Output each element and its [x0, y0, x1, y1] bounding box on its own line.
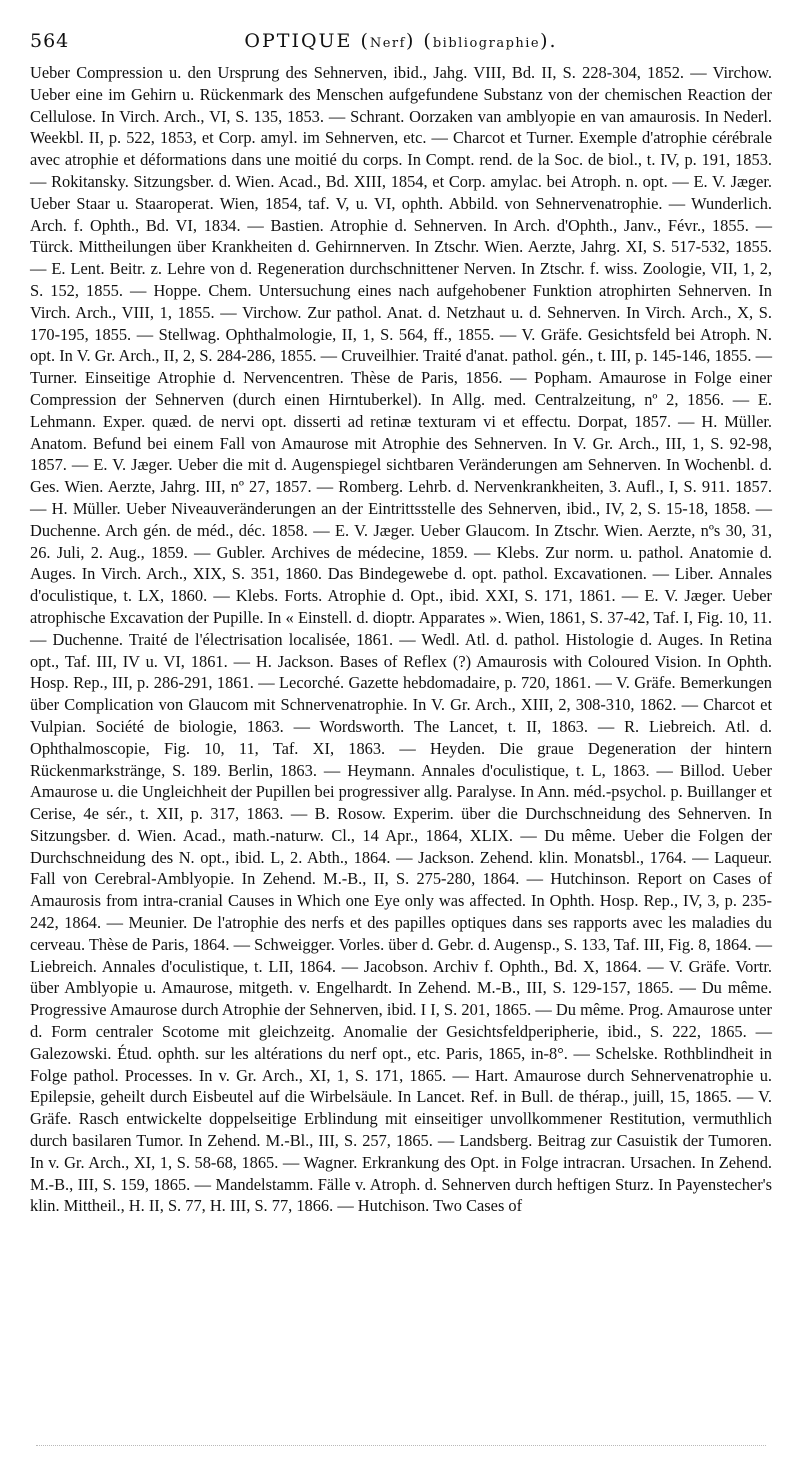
footer-rule — [36, 1445, 766, 1446]
bibliography-body — [30, 62, 772, 1217]
bibliography-paragraph: Ueber Compression u. den Ursprung des Sehnerven, ibid., Jahg. VIII, Bd. II, S. 228-304, 1852. — Virchow. Ueber eine im Gehirn u. Rückenmark des Menschen aufgefundene Substanz von der chemischen Reaction der Cellulose. In Virch. Arch., VI, S. 135, 1853. — Schrant. Oorzaken van amblyopie en van amaurosis. In Nederl. Weekbl. II, p. 522, 1853, et Corp. amyl. im Sehnerven, etc. — Charcot et Turner. Exemple d'atrophie cérébrale avec atrophie et déformations dans une moitié du corps. In Compt. rend. de la Soc. de biol., t. IV, p. 191, 1853. — Rokitansky. Sitzungsber. d. Wien. Acad., Bd. XIII, 1854, et Corp. amylac. bei Atroph. n. opt. — E. V. Jæger. Ueber Staar u. Staaroperat. Wien, 1854, taf. V, u. VI, ophth. Abbild. von Sehnervenatrophie. — Wunderlich. Arch. f. Ophth., Bd. VI, 1834. — Bastien. Atrophie d. Sehnerven. In Arch. d'Ophth., Janv., Févr., 1855. — Türck. Mittheilungen über Krankheiten d. Gehirnnerven. In Ztschr. Wien. Aerzte, Jahrg. XI, S. 517-532, 1855. — E. Lent. Beitr. z. Lehre von d. Regeneration durchschnittener Nerven. In Ztschr. f. wiss. Zoologie, VII, 1, 2, S. 152, 1855. — Hoppe. Chem. Untersuchung eines nach aufgehobener Funktion atrophirten Sehnerven. In Virch. Arch., VIII, 1, 1855. — Virchow. Zur pathol. Anat. d. Netzhaut u. d. Sehnerven. In Virch. Arch., X, S. 170-195, 1855. — Stellwag. Ophthalmologie, II, 1, S. 564, ff., 1855. — V. Gräfe. Gesichtsfeld bei Atroph. N. opt. In V. Gr. Arch., II, 2, S. 284-286, 1855. — Cruveilhier. Traité d'anat. pathol. gén., t. III, p. 145-146, 1855. — Turner. Einseitige Atrophie d. Nervencentren. Thèse de Paris, 1856. — Popham. Amaurose in Folge einer Compression der Sehnerven (durch einen Hirntuberkel). In Allg. med. Centralzeitung, nº 2, 1856. — E. Lehmann. Exper. quæd. de nervi opt. disserti ad retinæ texturam vi et effectu. Dorpat, 1857. — H. Müller. Anatom. Befund bei einem Fall von Amaurose mit Atrophie des Sehnerven. In V. Gr. Arch., III, 1, S. 92-98, 1857. — E. V. Jæger. Ueber die mit d. Augenspiegel sichtbaren Veränderungen am Sehnerven. In Wochenbl. d. Ges. Wien. Aerzte, Jahrg. III, nº 27, 1857. — Romberg. Lehrb. d. Nervenkrankheiten, 3. Aufl., I, S. 911. 1857. — H. Müller. Ueber Niveauveränderungen an der Eintrittsstelle des Sehnerven, ibid., IV, 2, S. 15-18, 1858. — Duchenne. Arch gén. de méd., déc. 1858. — E. V. Jæger. Ueber Glaucom. In Ztschr. Wien. Aerzte, nºs 30, 31, 26. Juli, 2. Aug., 1859. — Gubler. Archives de médecine, 1859. — Klebs. Zur norm. u. pathol. Anatomie d. Auges. In Virch. Arch., XIX, S. 351, 1860. Das Bindegewebe d. opt. pathol. Excavationen. — Liber. Annales d'oculistique, t. LX, 1860. — Klebs. Forts. Atrophie d. Opt., ibid. XXI, S. 171, 1861. — E. V. Jæger. Ueber atrophische Excavation der Pupille. In « Einstell. d. dioptr. Apparates ». Wien, 1861, S. 37-42, Taf. I, Fig. 10, 11. — Duchenne. Traité de l'électrisation localisée, 1861. — Wedl. Atl. d. pathol. Histologie d. Auges. In Retina opt., Taf. III, IV u. VI, 1861. — H. Jackson. Bases of Reflex (?) Amaurosis with Coloured Vision. In Ophth. Hosp. Rep., III, p. 286-291, 1861. — Lecorché. Gazette hebdomadaire, p. 720, 1861. — V. Gräfe. Bemerkungen über Complication von Glaucom mit Schnervenatrophie. In V. Gr. Arch., XIII, 2, 308-310, 1862. — Charcot et Vulpian. Société de biologie, 1863. — Wordsworth. The Lancet, t. II, 1863. — R. Liebreich. Atl. d. Ophthalmoscopie, Fig. 10, 11, Taf. XI, 1863. — Heyden. Die graue Degeneration der hintern Rückenmarkstränge, S. 189. Berlin, 1863. — Heymann. Annales d'oculistique, t. L, 1863. — Billod. Ueber Amaurose u. die Ungleichheit der Pupillen bei progressiver allg. Paralyse. In Ann. méd.-psychol. p. Buillanger et Cerise, 4e sér., t. XII, p. 317, 1863. — B. Rosow. Experim. über die Durchschneidung des Sehnerven. In Sitzungsber. d. Wien. Acad., math.-naturw. Cl., 14 Apr., 1864, XLIX. — Du même. Ueber die Folgen der Durchschneidung des N. opt., ibid. L, 2. Abth., 1864. — Jackson. Zehend. klin. Monatsbl., 1764. — Laqueur. Fall von Cerebral-Amblyopie. In Zehend. M.-B., II, S. 275-280, 1864. — Hutchinson. Report on Cases of Amaurosis from intra-cranial Causes in Which one Eye only was affected. In Ophth. Hosp. Rep., IV, 3, p. 235-242, 1864. — Meunier. De l'atrophie des nerfs et des papilles optiques dans ses rapports avec les maladies du cerveau. Thèse de Paris, 1864. — Schweigger. Vorles. über d. Gebr. d. Augensp., S. 133, Taf. III, Fig. 8, 1864. — Liebreich. Annales d'oculistique, t. LII, 1864. — Jacobson. Archiv f. Ophth., Bd. X, 1864. — V. Gräfe. Vortr. über Amblyopie u. Amaurose, mitgeth. v. Engelhardt. In Zehend. M.-B., III, S. 129-157, 1865. — Du même. Progressive Amaurose durch Atrophie der Sehnerven, ibid. I I, S. 201, 1865. — Du même. Prog. Amaurose unter d. Form centraler Scotome mit gleichzeitg. Anomalie der Gesichtsfeldperipherie, ibid., S. 222, 1865. — Galezowski. Étud. ophth. sur les altérations du nerf opt., etc. Paris, 1865, in-8°. — Schelske. Rothblindheit in Folge pathol. Processes. In v. Gr. Arch., XI, 1, S. 171, 1865. — Hart. Amaurose durch Sehnervenatrophie u. Epilepsie, geheilt durch Eisbeutel auf die Wirbelsäule. In Lancet. Ref. in Bull. de thérap., juill, 15, 1865. — V. Gräfe. Rasch entwickelte doppelseitige Erblindung mit einseitiger unvollkommener Restitution, vermuthlich durch basilaren Tumor. In Zehend. M.-Bl., III, S. 257, 1865. — Landsberg. Beitrag zur Casuistik der Tumoren. In v. Gr. Arch., XI, 1, S. 58-68, 1865. — Wagner. Erkrankung des Opt. in Folge intracran. Ursachen. In Zehend. M.-B., III, S. 159, 1865. — Mandelstamm. Fälle v. Atroph. d. Sehnerven durch heftigen Sturz. In Payenstecher's klin. Mittheil., H. II, S. 77, H. III, S. 77, 1866. — Hutchison. Two Cases of — [30, 63, 772, 1216]
title-end: ). — [540, 30, 558, 52]
page-number: 564 — [30, 30, 70, 52]
title-main: OPTIQUE ( — [244, 30, 370, 52]
page-title — [30, 30, 772, 52]
running-head — [30, 30, 772, 56]
title-nerf: Nerf — [369, 36, 406, 51]
title-section: bibliographie — [432, 36, 541, 51]
title-mid: ) ( — [405, 30, 433, 52]
